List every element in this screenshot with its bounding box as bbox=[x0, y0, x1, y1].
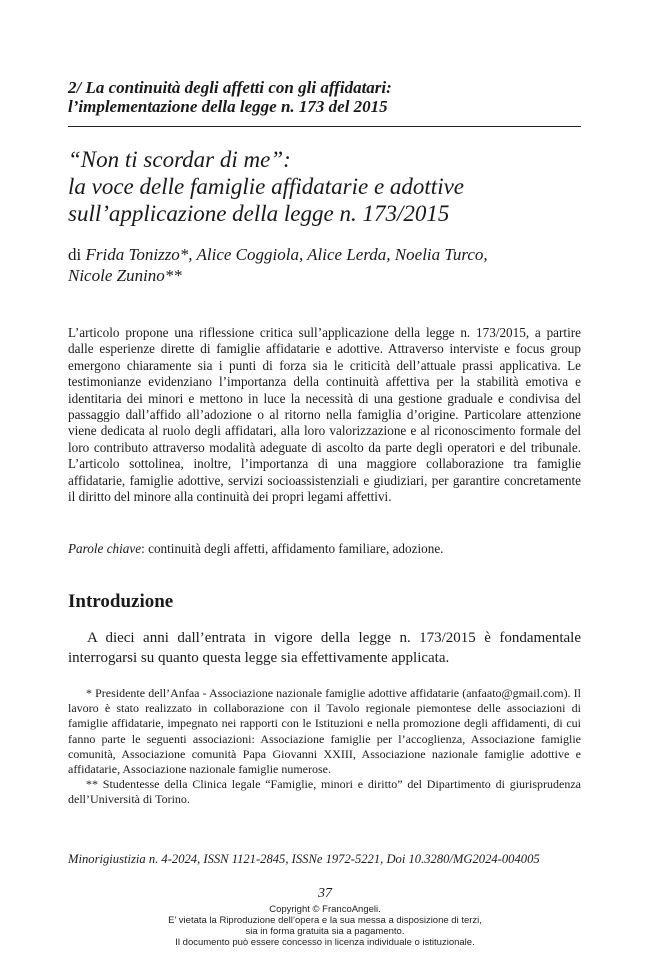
keywords-text: : continuità degli affetti, affidamento familiare, adozione. bbox=[141, 541, 444, 556]
article-title-line-2: la voce delle famiglie affidatarie e adottive bbox=[68, 174, 464, 199]
section-divider bbox=[68, 126, 581, 127]
authors-prefix: di bbox=[68, 245, 86, 264]
article-title-line-1: “Non ti scordar di me”: bbox=[68, 147, 291, 172]
keywords bbox=[68, 541, 581, 557]
abstract: L’articolo propone una riflessione critica sull’applicazione della legge n. 173/2015, a partire dalle esperienze dirette di famiglie affidatarie e adottive. Attraverso interviste e focus group emergono chiaramente sia i punti di forza sia le criticità dell’attuale prassi applicativa. Le testimonianze evidenziano l’importanza della continuità affettiva per la stabilità emotiva e identitaria dei minori e mettono in luce la necessità di una gestione graduale e condivisa del passaggio dall’affido all’adozione o al ritorno nella famiglia d’origine. Particolare attenzione viene dedicata al ruolo degli affidatari, alla loro valorizzazione e al riconoscimento formale del loro contributo attraverso modalità adeguate di ascolto da parte degli operatori e del tribunale. L’articolo sottolinea, inoltre, l’importanza di una maggiore collaborazione tra famiglie affidatarie, famiglie adottive, servizi socioassistenziali e giudiziari, per garantire concretamente il diritto del minore alla continuità dei propri legami affettivi. bbox=[68, 325, 581, 505]
footnote-2: ** Studentesse della Clinica legale “Famiglie, minori e diritto” del Dipartimento di giurisprudenza dell’Università di Torino. bbox=[68, 777, 581, 807]
copyright-line-1: Copyright © FrancoAngeli. bbox=[269, 904, 381, 915]
footnotes bbox=[68, 686, 581, 808]
copyright-line-2: E’ vietata la Riproduzione dell’opera e la sua messa a disposizione di terzi, bbox=[168, 915, 482, 926]
section-title bbox=[68, 78, 588, 116]
keywords-label: Parole chiave bbox=[68, 541, 142, 556]
authors-line-2: Nicole Zunino** bbox=[68, 266, 182, 285]
copyright-notice bbox=[0, 904, 650, 948]
copyright-line-4: Il documento può essere concesso in licenza individuale o istituzionale. bbox=[175, 937, 475, 948]
footnote-1: * Presidente dell’Anfaa - Associazione nazionale famiglie adottive affidatarie (anfaato@gmail.com). Il lavoro è stato realizzato in collaborazione con il Tavolo regionale piemontese delle associazioni di famiglie affidatarie, impegnato nei rapporti con le Istituzioni e nella promozione degli affidamenti, di cui fanno parte le seguenti associazioni: Associazione famiglie per l’accoglienza, Associazione famiglie comunità, Associazione comunità Papa Giovanni XXIII, Associazione nazionale famiglie adottive e affidatarie, Associazione nazionale famiglie numerose. bbox=[68, 686, 581, 777]
journal-reference: Minorigiustizia n. 4-2024, ISSN 1121-2845, ISSNe 1972-5221, Doi 10.3280/MG2024-004005 bbox=[68, 852, 540, 866]
page-number: 37 bbox=[318, 886, 332, 901]
section-title-line-2: l’implementazione della legge n. 173 del 2015 bbox=[68, 97, 388, 116]
introduction-heading: Introduzione bbox=[68, 591, 174, 612]
article-title-line-3: sull’applicazione della legge n. 173/2015 bbox=[68, 201, 450, 226]
article-title bbox=[68, 146, 588, 227]
introduction-paragraph: A dieci anni dall’entrata in vigore della legge n. 173/2015 è fondamentale interrogarsi su quanto questa legge sia effettivamente applicata. bbox=[68, 630, 581, 666]
authors bbox=[68, 244, 588, 286]
copyright-line-3: sia in forma gratuita sia a pagamento. bbox=[245, 926, 405, 937]
authors-line-1: Frida Tonizzo*, Alice Coggiola, Alice Lerda, Noelia Turco, bbox=[85, 245, 488, 264]
section-title-line-1: 2/ La continuità degli affetti con gli affidatari: bbox=[68, 78, 392, 97]
